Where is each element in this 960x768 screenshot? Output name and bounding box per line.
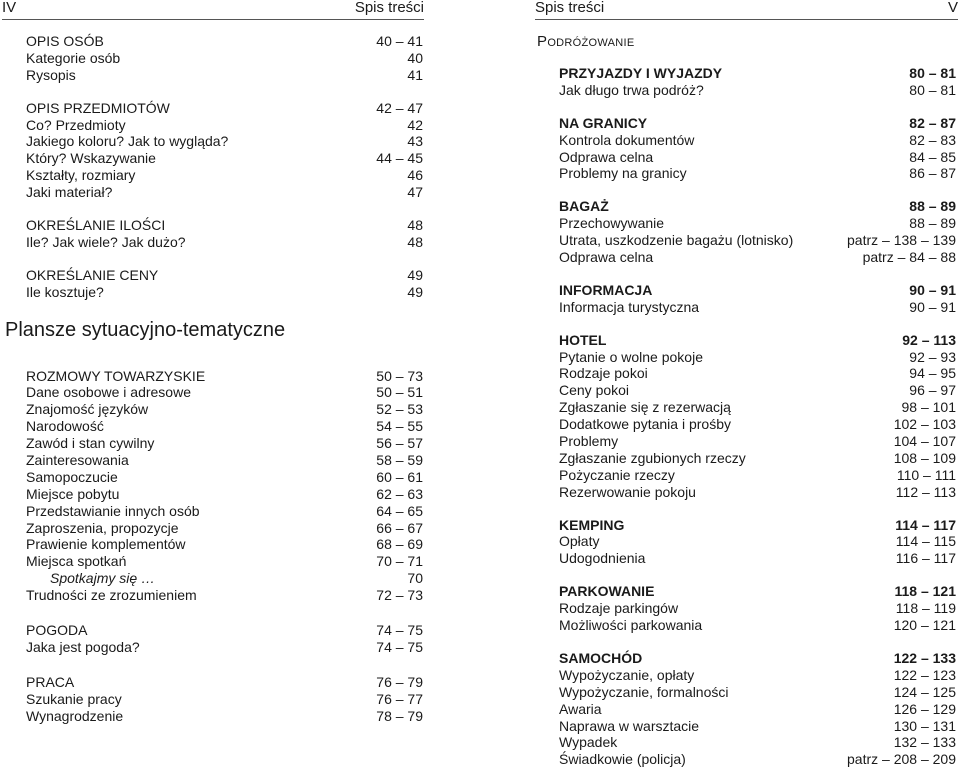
right-page-header (535, 0, 958, 20)
section-title: INFORMACJA (559, 281, 653, 298)
entry-pages: 122 – 123 (893, 666, 956, 683)
entry-label: Świadkowie (policja) (559, 751, 686, 768)
toc-entry (559, 667, 956, 684)
toc-section (26, 100, 423, 201)
toc-section (559, 282, 956, 316)
entry-pages: 92 – 93 (909, 348, 956, 365)
entry-label: Miejsce pobytu (26, 485, 120, 502)
entry-label: Który? Wskazywanie (26, 150, 156, 167)
toc-entry (26, 234, 423, 251)
entry-pages: 43 (407, 133, 423, 150)
toc-entry (559, 484, 956, 501)
section-heading-row (26, 368, 423, 385)
entry-label: Utrata, uszkodzenie bagażu (lotnisko) (559, 232, 794, 249)
entry-pages: 41 (407, 66, 423, 83)
section-pages: 118 – 121 (894, 583, 956, 600)
entry-label: Narodowość (26, 418, 104, 435)
toc-entry (26, 418, 423, 435)
entry-label: Rysopis (26, 66, 76, 83)
left-page-title: Spis treści (354, 0, 424, 16)
section-heading-row (559, 332, 956, 349)
entry-label: Dodatkowe pytania i prośby (559, 416, 731, 433)
toc-entry (26, 67, 423, 84)
toc-section (559, 115, 956, 183)
section-pages: 42 – 47 (376, 99, 423, 116)
left-page-number: IV (2, 0, 17, 16)
entry-label: Wynagrodzenie (26, 707, 124, 724)
section-title: ROZMOWY TOWARZYSKIE (26, 367, 206, 384)
entry-label: Problemy na granicy (559, 165, 687, 182)
entry-pages: 88 – 89 (909, 215, 956, 232)
toc-section (26, 217, 423, 251)
entry-pages: 96 – 97 (909, 382, 956, 399)
entry-pages: 112 – 113 (895, 483, 956, 500)
entry-pages: 50 – 51 (376, 384, 423, 401)
section-pages: 48 (407, 217, 423, 234)
entry-label: Pytanie o wolne pokoje (559, 348, 703, 365)
entry-label: Naprawa w warsztacie (559, 717, 700, 734)
entry-pages: 94 – 95 (909, 365, 956, 382)
entry-pages: 116 – 117 (895, 550, 956, 567)
entry-label: Możliwości parkowania (559, 617, 703, 634)
section-heading-row (26, 217, 423, 234)
section-pages: 114 – 117 (895, 516, 956, 533)
section-pages: 50 – 73 (376, 367, 423, 384)
toc-entry (559, 617, 956, 634)
section-pages: 74 – 75 (376, 622, 423, 639)
entry-pages: 86 – 87 (909, 165, 956, 182)
section-pages: 76 – 79 (376, 673, 423, 690)
section-heading-row (26, 33, 423, 50)
toc-entry (559, 751, 956, 768)
toc-entry (559, 533, 956, 550)
entry-pages: 104 – 107 (893, 433, 956, 450)
section-heading-row (559, 65, 956, 82)
category-initial: P (537, 33, 548, 50)
entry-label: Problemy (559, 433, 619, 450)
plansze-heading: Plansze sytuacyjno-tematyczne (5, 318, 286, 341)
section-heading-row (26, 267, 423, 284)
right-sections (559, 65, 956, 768)
entry-pages: 46 (407, 167, 423, 184)
toc-entry (559, 718, 956, 735)
toc-entry (26, 691, 423, 708)
left-bottom-sections (26, 368, 423, 725)
entry-label: Zgłaszanie się z rezerwacją (559, 399, 731, 416)
entry-label: Zainteresowania (26, 452, 129, 469)
section-pages: 88 – 89 (909, 198, 956, 215)
entry-pages: 48 (407, 233, 423, 250)
entry-label: Trudności ze zrozumieniem (26, 587, 197, 604)
toc-entry (559, 467, 956, 484)
toc-entry (26, 708, 423, 725)
toc-entry (559, 249, 956, 266)
section-title: POGODA (26, 622, 88, 639)
section-title: OPIS PRZEDMIOTÓW (26, 99, 170, 116)
toc-entry (26, 587, 423, 604)
toc-entry (26, 117, 423, 134)
section-heading-row (559, 115, 956, 132)
entry-pages: 78 – 79 (376, 707, 423, 724)
toc-entry (26, 469, 423, 486)
entry-label: Informacja turystyczna (559, 298, 700, 315)
toc-section (559, 583, 956, 634)
entry-pages: 126 – 129 (893, 700, 956, 717)
entry-pages: 70 (407, 570, 423, 587)
entry-pages: 52 – 53 (376, 401, 423, 418)
toc-section (26, 622, 423, 656)
entry-label: Miejsca spotkań (26, 553, 127, 570)
entry-pages: 68 – 69 (376, 536, 423, 553)
toc-entry (559, 299, 956, 316)
entry-label: Udogodnienia (559, 550, 646, 567)
toc-entry (559, 399, 956, 416)
toc-entry (26, 150, 423, 167)
entry-label: Rezerwowanie pokoju (559, 483, 696, 500)
entry-pages: 60 – 61 (376, 468, 423, 485)
right-page-title: Spis treści (535, 0, 605, 16)
toc-entry (26, 284, 423, 301)
section-heading-row (26, 674, 423, 691)
entry-pages: 120 – 121 (893, 617, 956, 634)
toc-entry (559, 232, 956, 249)
right-page-number: V (947, 0, 958, 16)
entry-pages: 40 (407, 49, 423, 66)
entry-label: Przechowywanie (559, 215, 665, 232)
toc-entry (26, 570, 423, 587)
section-title: PARKOWANIE (559, 583, 655, 600)
toc-entry (559, 416, 956, 433)
entry-pages: 90 – 91 (909, 298, 956, 315)
section-title: OKREŚLANIE ILOŚCI (26, 217, 166, 234)
toc-entry (26, 553, 423, 570)
entry-label: Zaproszenia, propozycje (26, 519, 179, 536)
entry-pages: patrz – 84 – 88 (862, 249, 956, 266)
toc-section (559, 517, 956, 568)
entry-pages: 108 – 109 (893, 449, 956, 466)
entry-label: Rodzaje pokoi (559, 365, 648, 382)
toc-entry (26, 435, 423, 452)
toc-entry (559, 349, 956, 366)
entry-label: Kształty, rozmiary (26, 167, 136, 184)
entry-label: Zgłaszanie zgubionych rzeczy (559, 449, 746, 466)
section-heading-row (26, 100, 423, 117)
entry-label: Znajomość języków (26, 401, 149, 418)
entry-pages: 130 – 131 (893, 717, 956, 734)
entry-label: Wypożyczanie, formalności (559, 683, 729, 700)
toc-entry (559, 550, 956, 567)
toc-entry (26, 167, 423, 184)
left-top-sections (26, 33, 423, 301)
toc-entry (559, 82, 956, 99)
toc-entry (559, 382, 956, 399)
section-pages: 40 – 41 (376, 33, 423, 49)
section-title: OPIS OSÓB (26, 33, 104, 49)
section-title: HOTEL (559, 331, 607, 348)
toc-entry (26, 133, 423, 150)
entry-label: Prawienie komplementów (26, 536, 186, 553)
entry-label: Co? Przedmioty (26, 116, 126, 133)
entry-pages: 98 – 101 (901, 399, 956, 416)
toc-section (559, 65, 956, 99)
toc-section (26, 33, 423, 84)
entry-pages: 54 – 55 (376, 418, 423, 435)
section-pages: 92 – 113 (902, 331, 956, 348)
section-heading-row (559, 650, 956, 667)
toc-entry (26, 452, 423, 469)
section-title: BAGAŻ (559, 198, 609, 215)
toc-entry (26, 50, 423, 67)
entry-pages: 66 – 67 (376, 519, 423, 536)
entry-pages: patrz – 138 – 139 (847, 232, 956, 249)
entry-pages: 110 – 111 (896, 466, 956, 483)
entry-pages: 42 (407, 116, 423, 133)
entry-label: Wypożyczanie, opłaty (559, 666, 695, 683)
toc-entry (26, 384, 423, 401)
entry-label: Spotkajmy się … (50, 570, 156, 587)
section-title: PRACA (26, 673, 75, 690)
section-title: SAMOCHÓD (559, 649, 643, 666)
entry-label: Rodzaje parkingów (559, 600, 679, 617)
toc-entry (26, 536, 423, 553)
entry-label: Samopoczucie (26, 468, 118, 485)
entry-pages: patrz – 208 – 209 (847, 751, 956, 768)
entry-pages: 80 – 81 (909, 81, 956, 98)
section-pages: 90 – 91 (909, 281, 956, 298)
section-title: PRZYJAZDY I WYJAZDY (559, 65, 723, 81)
toc-entry (559, 450, 956, 467)
entry-label: Awaria (559, 700, 602, 717)
toc-section (26, 368, 423, 604)
left-toc-column (5, 33, 423, 725)
section-pages: 122 – 133 (893, 649, 956, 666)
toc-entry (26, 639, 423, 656)
section-title: KEMPING (559, 516, 625, 533)
entry-label: Ile? Jak wiele? Jak dużo? (26, 233, 186, 250)
section-title: OKREŚLANIE CENY (26, 266, 159, 283)
section-pages: 80 – 81 (909, 65, 956, 81)
entry-label: Opłaty (559, 533, 600, 550)
entry-label: Jaki materiał? (26, 184, 113, 201)
entry-pages: 76 – 77 (376, 690, 423, 707)
entry-pages: 74 – 75 (376, 638, 423, 655)
toc-entry (559, 684, 956, 701)
entry-label: Wypadek (559, 734, 618, 751)
entry-pages: 114 – 115 (895, 533, 956, 550)
section-heading-row (559, 517, 956, 534)
entry-pages: 56 – 57 (376, 435, 423, 452)
toc-entry (559, 701, 956, 718)
toc-section (559, 198, 956, 266)
entry-pages: 72 – 73 (376, 587, 423, 604)
section-heading-row (559, 282, 956, 299)
entry-pages: 58 – 59 (376, 452, 423, 469)
entry-pages: 84 – 85 (909, 148, 956, 165)
entry-pages: 102 – 103 (893, 416, 956, 433)
entry-pages: 47 (407, 184, 423, 201)
entry-pages: 132 – 133 (893, 734, 956, 751)
entry-pages: 82 – 83 (909, 131, 956, 148)
entry-label: Odprawa celna (559, 249, 654, 266)
section-title: NA GRANICY (559, 114, 648, 131)
entry-label: Jak długo trwa podróż? (559, 81, 704, 98)
section-heading-row (559, 198, 956, 215)
entry-pages: 49 (407, 283, 423, 300)
entry-label: Jaka jest pogoda? (26, 638, 140, 655)
entry-pages: 64 – 65 (376, 502, 423, 519)
toc-entry (559, 433, 956, 450)
toc-entry (559, 132, 956, 149)
entry-label: Przedstawianie innych osób (26, 502, 200, 519)
toc-entry (559, 734, 956, 751)
entry-label: Ceny pokoi (559, 382, 630, 399)
toc-entry (26, 520, 423, 537)
toc-section (26, 674, 423, 725)
toc-entry (559, 165, 956, 182)
toc-entry (26, 503, 423, 520)
entry-pages: 70 – 71 (376, 553, 423, 570)
section-pages: 49 (407, 266, 423, 283)
entry-label: Jakiego koloru? Jak to wygląda? (26, 133, 229, 150)
toc-section (559, 650, 956, 768)
entry-label: Szukanie pracy (26, 690, 122, 707)
entry-pages: 118 – 119 (895, 600, 956, 617)
entry-label: Zawód i stan cywilny (26, 435, 155, 452)
right-toc-column (537, 33, 956, 768)
toc-entry (559, 149, 956, 166)
entry-label: Kategorie osób (26, 49, 121, 66)
toc-entry (26, 401, 423, 418)
entry-label: Ile kosztuje? (26, 283, 104, 300)
entry-label: Odprawa celna (559, 148, 654, 165)
section-heading-row (26, 622, 423, 639)
toc-entry (559, 365, 956, 382)
category-heading (537, 33, 956, 50)
toc-entry (559, 215, 956, 232)
entry-pages: 124 – 125 (893, 683, 956, 700)
entry-pages: 44 – 45 (376, 150, 423, 167)
left-page-header (2, 0, 424, 20)
category-rest: ODRÓŻOWANIE (547, 37, 635, 49)
entry-pages: 62 – 63 (376, 485, 423, 502)
toc-entry (26, 486, 423, 503)
section-heading-row (559, 583, 956, 600)
toc-entry (559, 600, 956, 617)
section-pages: 82 – 87 (909, 114, 956, 131)
entry-label: Dane osobowe i adresowe (26, 384, 191, 401)
entry-label: Pożyczanie rzeczy (559, 466, 675, 483)
toc-entry (26, 184, 423, 201)
toc-section (26, 267, 423, 301)
entry-label: Kontrola dokumentów (559, 131, 695, 148)
toc-section (559, 332, 956, 501)
